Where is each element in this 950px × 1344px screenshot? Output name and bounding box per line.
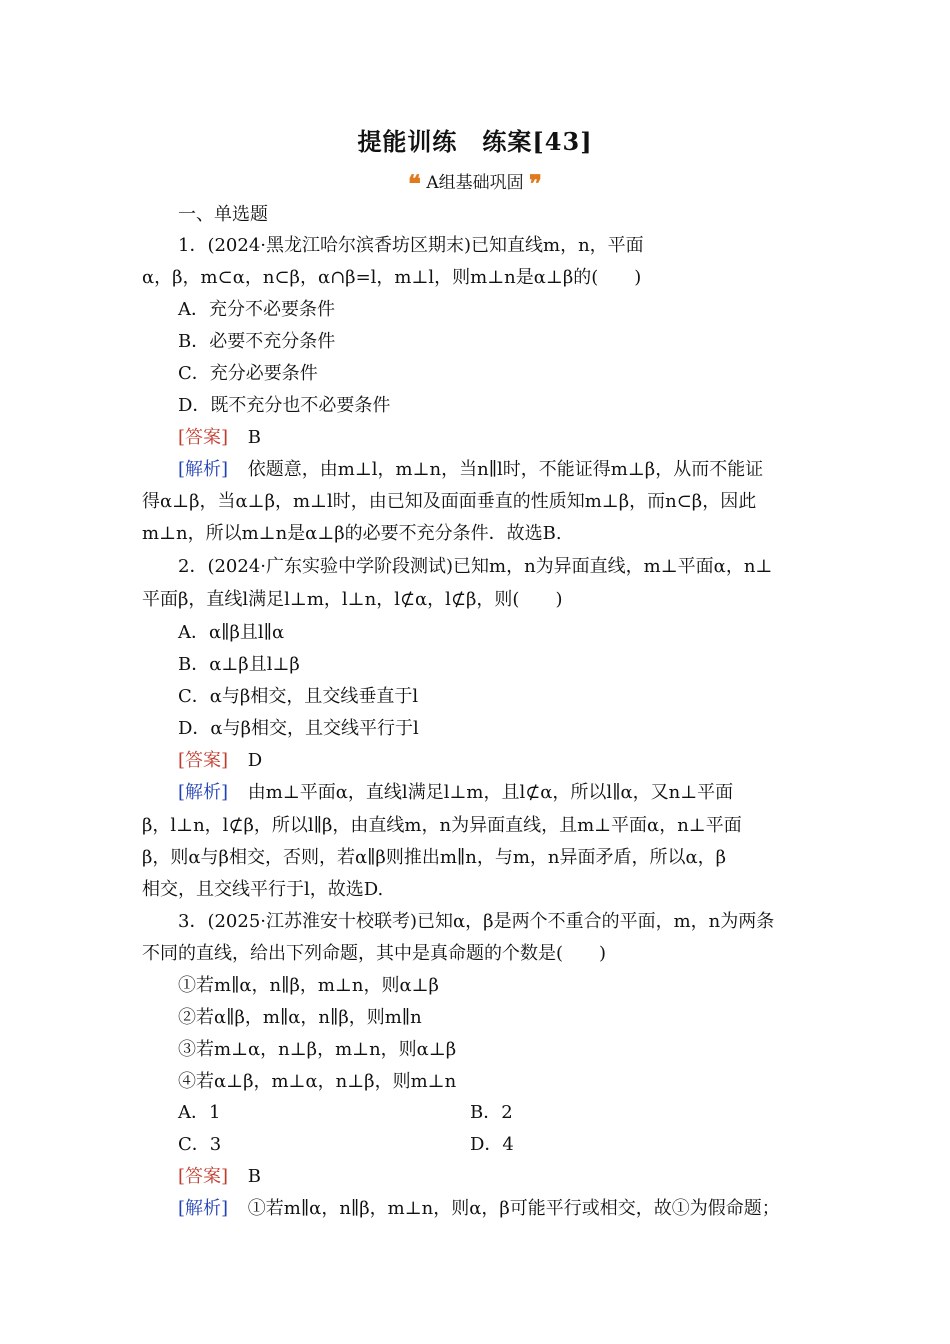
answer-value: D	[247, 750, 263, 771]
answer-value: B	[247, 1166, 262, 1187]
q3-statement-4: ④若α⊥β，m⊥α，n⊥β，则m⊥n	[178, 1071, 457, 1092]
q3-stem-line-2: 不同的直线，给出下列命题，其中是真命题的个数是( )	[142, 943, 607, 964]
q3-statement-3: ③若m⊥α，n⊥β，m⊥n，则α⊥β	[178, 1039, 457, 1060]
q1-explain-line-3: m⊥n，所以m⊥n是α⊥β的必要不充分条件．故选B.	[142, 523, 562, 544]
q2-explain-line-1: [解析] 由m⊥平面α，直线l满足l⊥m，且l⊄α，所以l∥α，又n⊥平面	[178, 782, 734, 803]
q1-explain-line-2: 得α⊥β，当α⊥β，m⊥l时，由已知及面面垂直的性质知m⊥β，而n⊂β，因此	[142, 491, 757, 512]
answer-tag: [答案]	[178, 427, 229, 448]
section-banner-label: A组基础巩固	[426, 173, 524, 193]
q2-option-a: A．α∥β且l∥α	[178, 622, 285, 643]
q2-stem-line-1: 2．(2024·广东实验中学阶段测试)已知m，n为异面直线，m⊥平面α，n⊥	[178, 556, 773, 577]
answer-tag: [答案]	[178, 1166, 229, 1187]
left-quote-icon: ❝	[408, 169, 421, 198]
q1-explain-line-1: [解析] 依题意，由m⊥l，m⊥n，当n∥l时，不能证得m⊥β，从而不能证	[178, 459, 764, 480]
q2-answer	[178, 749, 262, 773]
section-banner	[0, 168, 950, 196]
q3-explain-line-1: [解析] ①若m∥α，n∥β，m⊥n，则α，β可能平行或相交，故①为假命题；	[178, 1198, 780, 1219]
q1-option-d: D．既不充分也不必要条件	[178, 395, 391, 416]
answer-value: B	[247, 427, 262, 448]
q2-option-d: D．α与β相交，且交线平行于l	[178, 718, 419, 739]
explain-tag: [解析]	[178, 459, 229, 480]
q1-option-a: A．充分不必要条件	[178, 299, 335, 320]
answer-tag: [答案]	[178, 750, 229, 771]
q1-stem-line-1: 1．(2024·黑龙江哈尔滨香坊区期末)已知直线m，n，平面	[178, 235, 644, 256]
q2-explain-line-3: β，则α与β相交，否则，若α∥β则推出m∥n，与m，n异面矛盾，所以α，β	[142, 847, 727, 868]
q3-answer	[178, 1165, 261, 1189]
q3-option-c: C．3	[178, 1134, 222, 1155]
q1-option-b: B．必要不充分条件	[178, 331, 336, 352]
q3-statement-2: ②若α∥β，m∥α，n∥β，则m∥n	[178, 1007, 422, 1028]
q2-explain-line-4: 相交，且交线平行于l，故选D.	[142, 879, 384, 900]
q3-stem-line-1: 3．(2025·江苏淮安十校联考)已知α，β是两个不重合的平面，m，n为两条	[178, 911, 775, 932]
q1-stem-line-2: α，β，m⊂α，n⊂β，α∩β=l，m⊥l，则m⊥n是α⊥β的( )	[142, 267, 642, 288]
q2-option-c: C．α与β相交，且交线垂直于l	[178, 686, 419, 707]
q1-option-c: C．充分必要条件	[178, 363, 318, 384]
section-heading: 一、单选题	[178, 204, 268, 225]
q3-option-b: B．2	[470, 1102, 513, 1123]
q2-option-b: B．α⊥β且l⊥β	[178, 654, 300, 675]
explain-tag: [解析]	[178, 782, 229, 803]
page-title: 提能训练 练案[43]	[357, 127, 593, 156]
q1-answer	[178, 426, 261, 450]
q3-option-a: A．1	[178, 1102, 221, 1123]
q2-explain-line-2: β，l⊥n，l⊄β，所以l∥β，由直线m，n为异面直线，且m⊥平面α，n⊥平面	[142, 815, 742, 836]
q3-option-d: D．4	[470, 1134, 514, 1155]
q2-stem-line-2: 平面β，直线l满足l⊥m，l⊥n，l⊄α，l⊄β，则( )	[142, 589, 563, 610]
q3-statement-1: ①若m∥α，n∥β，m⊥n，则α⊥β	[178, 975, 439, 996]
explain-tag: [解析]	[178, 1198, 229, 1219]
right-quote-icon: ❞	[529, 169, 542, 198]
